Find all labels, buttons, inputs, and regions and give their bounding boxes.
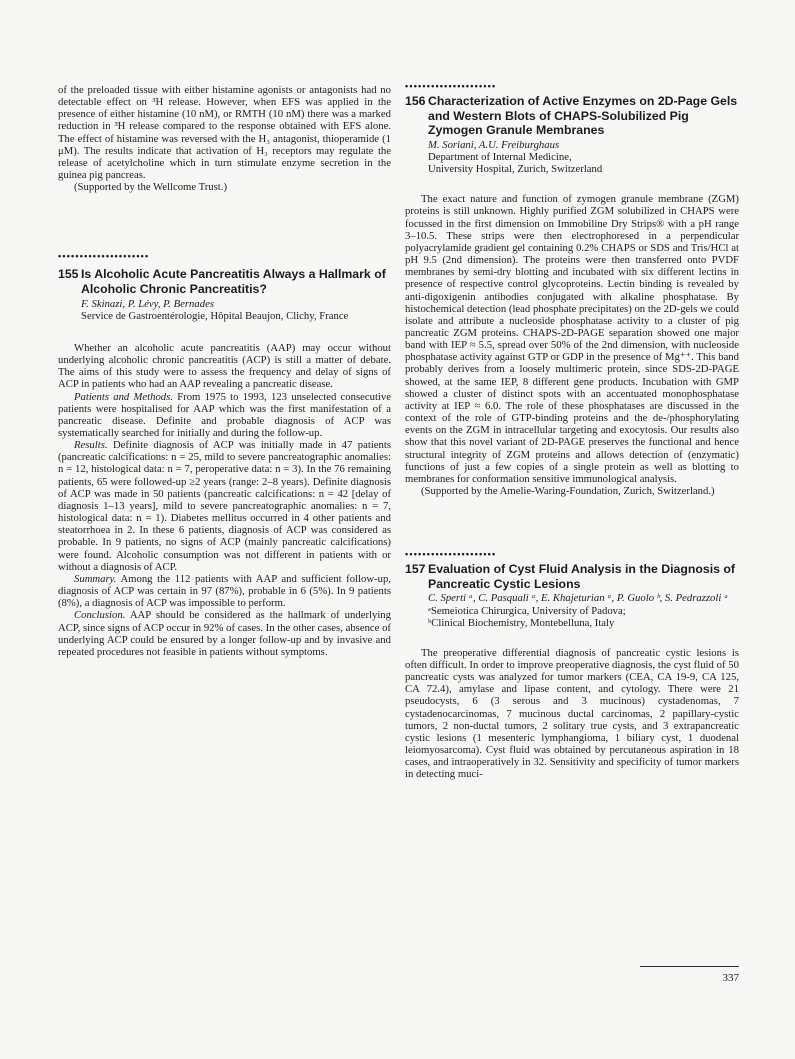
affiliation-line-2: ᵇClinical Biochemistry, Montebelluna, Italy [428,616,615,629]
abstract-title: Characterization of Active Enzymes on 2D-Page Gels and Western Blots of CHAPS-Solubilized Pig Zymogen Granule Membranes [428,94,738,138]
affiliation-line-1: Department of Internal Medicine, [428,150,572,163]
support-note: (Supported by the Amelie-Waring-Foundation, Zurich, Switzerland.) [421,485,715,497]
abstract-title: Evaluation of Cyst Fluid Analysis in the Diagnosis of Pancreatic Cystic Lesions [428,562,736,591]
affiliation: Service de Gastroentérologie, Hôpital Beaujon, Clichy, France [81,309,349,322]
section-separator-dots: ••••••••••••••••••••• [405,549,497,560]
abstract-number: 157 [405,562,426,577]
abstract-heading [58,267,391,296]
authors: M. Soriani, A.U. Freiburghaus [428,138,560,151]
affiliation-line-1: ᵃSemeiotica Chirurgica, University of Padova; [428,604,626,617]
abstract-heading [405,94,739,138]
abstract-heading [405,562,739,591]
abstract-body: The exact nature and function of zymogen granule membrane (ZGM) proteins is still unknown. Highly purified ZGM solubilized in CHAPS were focussed in the first dimension on Immobiline Dry Strips® with a pH range 3–10.5. These strips were then electrophoresed in a perpendicular polyacrylamide gradient gel containing 0.2% CHAPS or SDS and Tris/HCl at pH 9.5 (2nd dimension). The proteins were then transferred onto PVDF membranes by semi-dry blotting and incubated with six different lectins in presence of respective control glycoproteins. Lectin binding is revealed by anti-digoxigenin antibodies conjugated with alkaline phosphatase. By histochemical detection (lead phosphate precipitates) on the 2D-gels we could isolate and attribute a nucleoside phosphatase activity to a cluster of pig pancreatic ZGM proteins. CHAPS-2D-PAGE separation showed one major band with IEP ≈ 5.5, spread over 50% of the 2nd dimension, with nucleoside phosphatase activity against GTP or GDP in the presence of Mg⁺⁺. This band probably derives from a loosely multimeric protein, since SDS-2D-PAGE showed, at the same IEP, 8 different gene products. Incubation with GMP showed a cluster of distinct spots with an accentuated monophosphatase activity at IEP ≈ 6.0. The role of these phosphatases are discussed in the context of the role of GTP-binding proteins and the de-/phosphorylating events on the ZGM in intracellular targeting and exocytosis. Our results also show that this novel variant of 2D-PAGE preserves the functional and hence structural integrity of ZGM proteins and allows detection of (enzymatic) functions of just a few copies of a single protein as well as blotting to membranes for conformation sensitive immunological analysis. [405,193,739,485]
section-separator-dots: ••••••••••••••••••••• [58,251,150,262]
abstract-number: 155 [58,267,79,282]
left-column [58,0,391,658]
intro-paragraph: Whether an alcoholic acute pancreatitis (AAP) may occur without underlying alcoholic chronic pancreatitis (ACP) is still a matter of debate. The aims of this study were to assess the frequency and delay of signs of ACP in patients who had an AAP revealing a pancreatic disease. [58,341,391,391]
results-paragraph: Results. Definite diagnosis of ACP was initially made in 47 patients (pancreatic calcifications: n = 25, mild to severe pancreatographic anomalies: n = 12, histological data: n = 7, peroperative data: n = 3). In the 76 remaining patients, 65 were followed-up ≥2 years (range: 2–8 years). Definite diagnosis of ACP was made in 50 patients (pancreatic calcifications: n = 42 [delay of diagnosis 1–13 years], mild to severe pancreatographic anomalies: n = 7, histological data: n = 1). Diabetes mellitus occurred in 4 other patients and steatorrhoea in 2. In these 6 patients, diagnosis of ACP was considered as probable. In 9 patients, no signs of ACP (mainly pancreatic calcifications) were found. Alcoholic consumption was not different in patients with or without a diagnosis of ACP. [58,439,392,573]
support-note: (Supported by the Wellcome Trust.) [74,181,228,194]
abstract-number: 156 [405,94,426,108]
abstract-body: The preoperative differential diagnosis of pancreatic cystic lesions is often difficult. In order to improve preoperative diagnosis, the cyst fluid of 50 pancreatic cysts was analyzed for tumor markers (CEA, CA 19-9, CA 125, CA 72.4), amylase and lipase content, and cytology. There were 21 pseudocysts, 6 (3 serous and 3 mucinous) cystadenomas, 7 cystadenocarcinomas, 7 mucinous ductal carcinomas, 2 papillary-cystic tumors, 2 non-ductal tumors, 2 solitary true cysts, and 3 extrapancreatic cystic lesions (1 mesenteric lymphangioma, 1 biliary cyst, 1 duodenal leiomyosarcoma). Cyst fluid was obtained by percutaneous aspiration in 18 cases, and intraoperatively in 32. Sensitivity and specificity of tumor markers in detecting muci- [405,646,739,781]
methods-label: Patients and Methods. [74,390,173,403]
results-label: Results. [74,439,108,452]
right-column [405,0,739,781]
summary-paragraph: Summary. Among the 112 patients with AAP and sufficient follow-up, diagnosis of ACP was certain in 97 (87%), probable in 6 (5%). In 9 patients (8%), a diagnosis of ACP was impossible to perform. [58,572,391,610]
affiliation-line-2: University Hospital, Zurich, Switzerland [428,163,603,176]
conclusion-label: Conclusion. [74,609,126,622]
page-number: 337 [722,972,739,984]
methods-paragraph: Patients and Methods. From 1975 to 1993, 123 unselected consecutive patients were hospitalised for AAP which was the first manifestation of a pancreatic disease. Definite and probable diagnosis of ACP was systematically searched for initially and during the follow-up. [58,390,391,439]
abstract-title: Is Alcoholic Acute Pancreatitis Always a Hallmark of Alcoholic Chronic Pancreatitis? [81,267,386,296]
conclusion-paragraph: Conclusion. AAP should be considered as the hallmark of underlying ACP, since signs of ACP occur in 92% of cases. In the other cases, absence of underlying ACP could be ensured by a longer follow-up and by invasive and repeated procedures not feasible in patients without symptoms. [58,609,391,658]
summary-label: Summary. [74,572,117,585]
authors: C. Sperti ᵃ, C. Pasquali ᵃ, E. Khajeturian ᵃ, P. Guolo ᵇ, S. Pedrazzoli ᵃ [428,592,729,605]
section-separator-dots: ••••••••••••••••••••• [405,81,497,91]
continued-paragraph: of the preloaded tissue with either histamine agonists or antagonists had no detectable effect on ³H release. However, when EFS was applied in the presence of either histamine (10 nM), or RMTH (10 nM) there was a marked reduction in ³H release compared to the response obtained with EFS alone. The effect of histamine was reversed with the H₃ antagonist, thioperamide (1 μM). The results indicate that activation of H₃ receptors may regulate the release of acetylcholine which in turn stimulate enzyme secretion in the guinea pig pancreas. [58,84,391,182]
footer-rule [640,966,739,967]
authors: F. Skinazi, P. Lévy, P. Bernades [81,297,214,310]
